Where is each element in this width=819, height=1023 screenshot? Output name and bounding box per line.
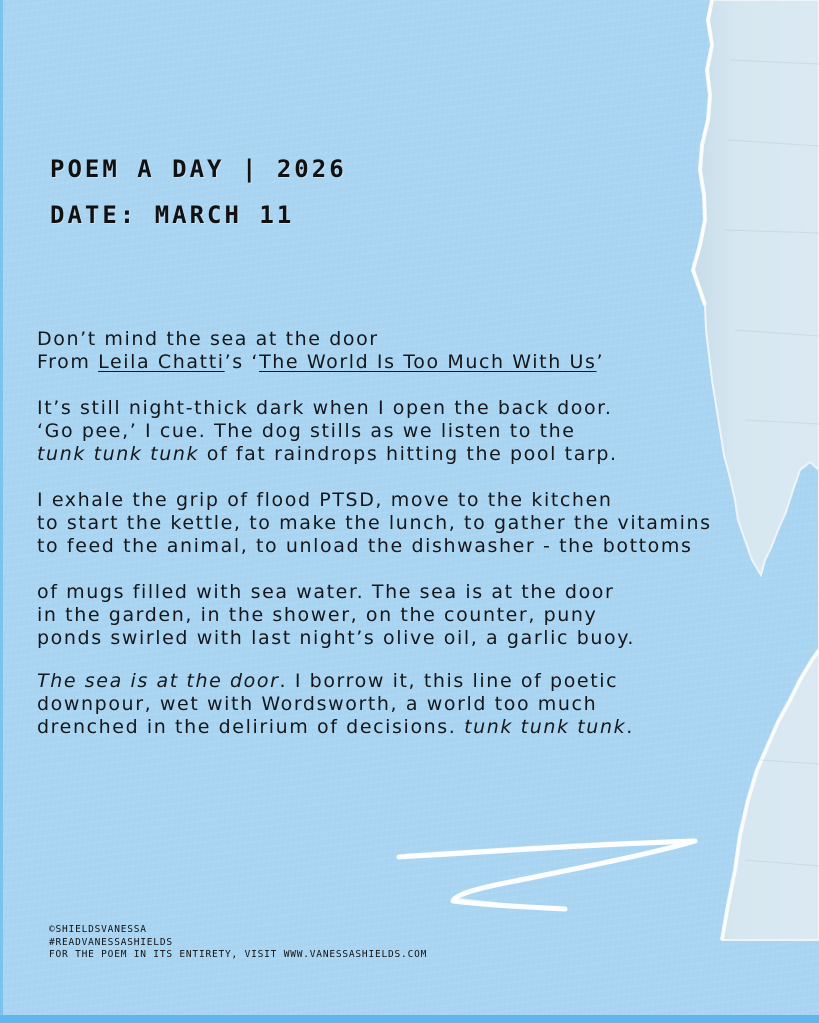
line-text: drenched in the delirium of decisions.: [37, 716, 465, 738]
header: [50, 146, 347, 238]
source-close: ’: [596, 351, 605, 373]
bottom-border: [0, 1015, 819, 1023]
from-prefix: From: [37, 351, 99, 373]
poem-body: [37, 328, 712, 739]
italic-phrase: tunk tunk tunk: [464, 716, 627, 738]
poem-line: ‘Go pee,’ I cue. The dog stills as we listen to the: [37, 420, 576, 442]
poem-line: in the garden, in the shower, on the counter, puny: [37, 604, 598, 626]
line-text: .: [626, 716, 634, 738]
website-note: FOR THE POEM IN ITS ENTIRETY, VISIT WWW.VANESSASHIELDS.COM: [49, 949, 428, 960]
italic-phrase: tunk tunk tunk: [37, 443, 200, 465]
page-title: POEM A DAY | 2026: [50, 155, 347, 183]
poem-line: of mugs filled with sea water. The sea is at the door: [37, 581, 615, 603]
line-text: of fat raindrops hitting the pool tarp.: [199, 443, 618, 465]
brush-swoosh-decoration: [395, 835, 705, 915]
date-label: DATE: MARCH 11: [50, 201, 295, 229]
italic-phrase: The sea is at the door: [37, 670, 280, 692]
poem-title-line: Don’t mind the sea at the door: [37, 328, 379, 350]
author-link[interactable]: Leila Chatti: [98, 351, 225, 373]
poem-line: [37, 716, 712, 739]
poem-line: ponds swirled with last night’s olive oil, a garlic buoy.: [37, 627, 635, 649]
poem-line: [37, 670, 712, 693]
source-title-link[interactable]: The World Is Too Much With Us: [259, 351, 597, 373]
poem-line: I exhale the grip of flood PTSD, move to the kitchen: [37, 489, 613, 511]
poem-line: It’s still night-thick dark when I open the back door.: [37, 397, 613, 419]
author-suffix: ’s ‘: [224, 351, 260, 373]
left-border: [0, 0, 3, 1023]
poem-line: to feed the animal, to unload the dishwasher - the bottoms: [37, 535, 693, 557]
poem-line: to start the kettle, to make the lunch, to gather the vitamins: [37, 512, 712, 534]
hashtag: #READVANESSASHIELDS: [49, 936, 173, 948]
poem-line: downpour, wet with Wordsworth, a world too much: [37, 693, 598, 715]
poem-source-line: [37, 351, 712, 374]
social-handle: ©SHIELDSVANESSA: [49, 924, 147, 935]
poem-line: [37, 443, 712, 466]
line-text: . I borrow it, this line of poetic: [279, 670, 619, 692]
footer-credits: [49, 924, 427, 962]
